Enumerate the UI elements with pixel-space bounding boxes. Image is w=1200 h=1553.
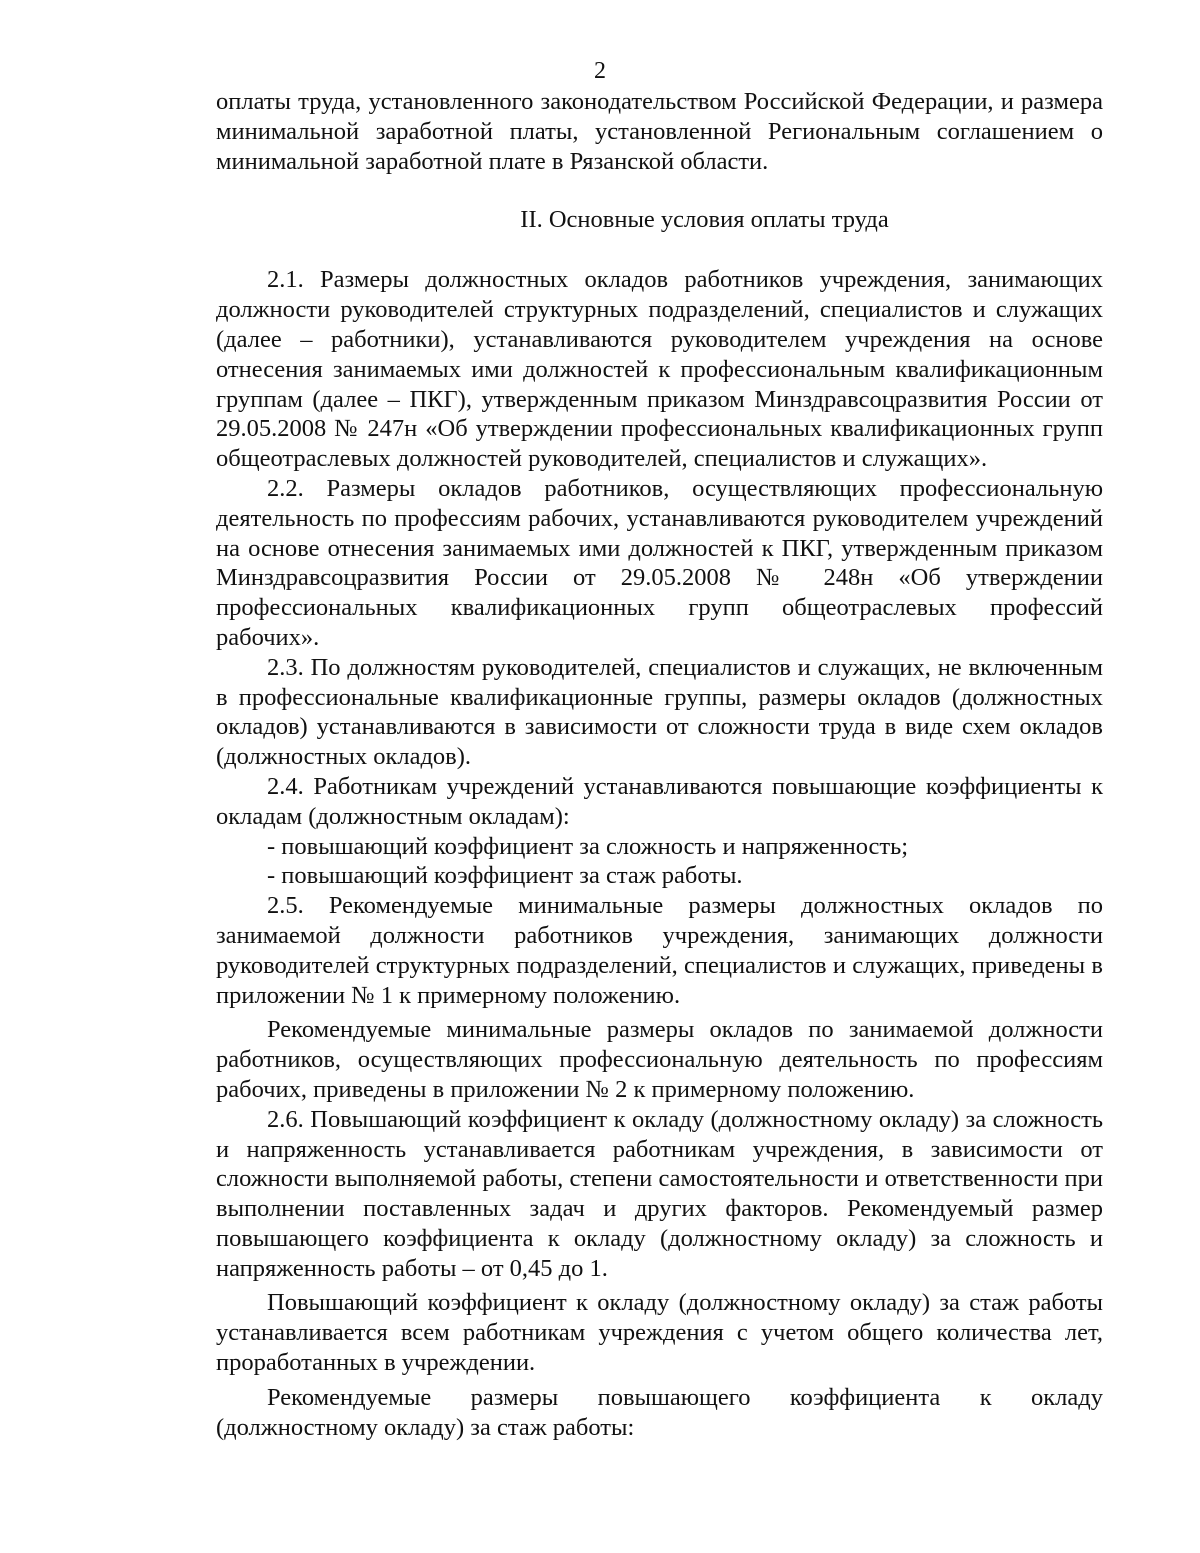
paragraph-seniority-coefficient: Повышающий коэффициент к окладу (должностному окладу) за стаж работы устанавливается всем работникам учреждения с учетом общего количества лет, проработанных в учреждении.: [216, 1289, 1103, 1377]
section-heading: II. Основные условия оплаты труда: [520, 206, 889, 234]
paragraph-2-5-workers: Рекомендуемые минимальные размеры окладов по занимаемой должности работников, осуществляющих профессиональную деятельность по профессиям рабочих, приведены в приложении № 2 к примерному положению.: [216, 1016, 1103, 1103]
page-number: 2: [594, 58, 606, 84]
paragraph-2-6: 2.6. Повышающий коэффициент к окладу (должностному окладу) за сложность и напряженность устанавливается работникам учреждения, в зависимости от сложности выполняемой работы, степени самостоятельности и ответственности при выполнении поставленных задач и других факторов. Рекомендуемый размер повышающего коэффициента к окладу (должностному окладу) за сложность и напряженность работы – от 0,45 до 1.: [216, 1105, 1103, 1282]
list-item-seniority: - повышающий коэффициент за стаж работы.: [267, 862, 743, 890]
paragraph-recommended-sizes: Рекомендуемые размеры повышающего коэффициента к окладу (должностному окладу) за стаж работы:: [216, 1383, 1103, 1441]
intro-paragraph: оплаты труда, установленного законодательством Российской Федерации, и размера минимальной заработной платы, установленной Региональным соглашением о минимальной заработной плате в Рязанской области.: [216, 88, 1103, 175]
paragraph-2-3: 2.3. По должностям руководителей, специалистов и служащих, не включенным в профессиональные квалификационные группы, размеры окладов (должностных окладов) устанавливаются в зависимости от сложности труда в виде схем окладов (должностных окладов).: [216, 653, 1103, 771]
paragraph-2-2: 2.2. Размеры окладов работников, осуществляющих профессиональную деятельность по профессиям рабочих, устанавливаются руководителем учреждений на основе отнесения занимаемых ими должностей к ПКГ, утвержденным приказом Минздравсоцразвития России от 29.05.2008 № 248н «Об утверждении профессиональных квалификационных групп общеотраслевых профессий рабочих».: [216, 474, 1103, 651]
paragraph-2-5: 2.5. Рекомендуемые минимальные размеры должностных окладов по занимаемой должности работников учреждения, занимающих должности руководителей структурных подразделений, специалистов и служащих, приведены в приложении № 1 к примерному положению.: [216, 892, 1103, 1009]
paragraph-2-1: 2.1. Размеры должностных окладов работников учреждения, занимающих должности руководителей структурных подразделений, специалистов и служащих (далее – работники), устанавливаются руководителем учреждения на основе отнесения занимаемых ими должностей к профессиональным квалификационным группам (далее – ПКГ), утвержденным приказом Минздравсоцразвития России от 29.05.2008 № 247н «Об утверждении профессиональных квалификационных групп общеотраслевых должностей руководителей, специалистов и служащих».: [216, 266, 1103, 473]
list-item-complexity: - повышающий коэффициент за сложность и напряженность;: [267, 832, 909, 860]
paragraph-2-4: 2.4. Работникам учреждений устанавливаются повышающие коэффициенты к окладам (должностным окладам):: [216, 772, 1103, 830]
document-body: [216, 87, 1103, 1442]
